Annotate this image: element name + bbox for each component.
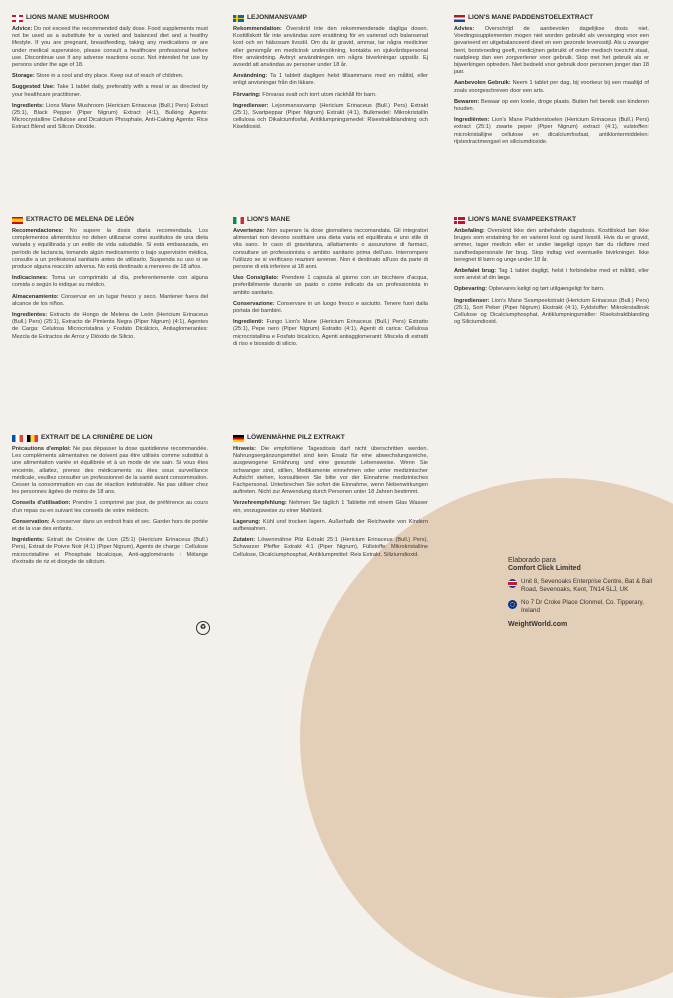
section-paragraph (233, 26, 428, 69)
section-heading (454, 216, 649, 224)
paragraph-label: Ingrediënten: (454, 117, 490, 124)
paragraph-label: Rekommendation: (233, 26, 282, 32)
paragraph-text: Overskrid ikke den anbefalede dagsdosis. Kosttilskud bør ikke bruges som erstatning for en varieret kost og sund livsstil. Hvis du er gravid, ammer, tager medicin eller er under lægeligt opsyn bør du rådføre med sundhedspersonale før brug. Stop indtag ved eventuelle bivirkninger. Ikke beregnet til børn og unge under 18 år. (454, 228, 649, 263)
section-french (12, 434, 208, 570)
paragraph-label: Verzehrempfehlung: (233, 500, 287, 507)
paragraph-text: Extracto de Hongo de Melena de León (Hericium Erinaceus (Bull.) Pers) (25:1), Extracto de Pimienta Negra (Piper Nigrum) (4:1), Agentes de Carga: Celulosa Microcristalina y Fosfato Dicálcico, Antiaglomerantes: Mezcla de Extractos de Arroz y Dióxido de Silicio. (12, 312, 208, 340)
section-paragraph (454, 99, 649, 113)
paragraph-text: Förvaras svalt och torrt utom räckhåll för barn. (262, 91, 377, 98)
section-paragraph (233, 92, 428, 99)
section-paragraph (12, 537, 208, 566)
paragraph-label: Ingredienser: (233, 102, 269, 109)
section-heading (233, 216, 428, 224)
section-paragraph (12, 500, 208, 514)
section-paragraph (12, 26, 208, 69)
paragraph-text: Toma un comprimido al día, preferentemente con alguna comida o según lo indique su médico. (12, 275, 209, 289)
paragraph-text: Prendere 1 capsula al giorno con un bicchiere d'acqua, preferibilmente durante un pasto o come indicato da un professionista in ambito sanitario. (233, 275, 428, 296)
section-title: LION'S MANE (247, 216, 290, 223)
paragraph-label: Anbefalet brug: (454, 268, 497, 275)
paragraph-text: Lions Mane Mushroom (Hericium Erinaceus (Bull.) Pers) Extract (25:1), Black Pepper (Piper Nigrum) Extract (4:1), Bulking Agents: Microcrystalline Cellulose and Dicalcium Phosphate, Anti-Caking Agents: Rice Extract Blend and Silicon Dioxide. (12, 102, 208, 131)
paragraph-text: Fungo Lion's Mane (Hericium Erinaceus (Bull.) Pers) Estratto (25:1), Pepe nero (Piper Nigrum) Estratto (4:1), Agenti di carica: Cellulosa microcristallina e Fosfato bicalcico, Agenti antiagglomeranti: Miscela di estratti di riso e biossido di silicio. (233, 319, 428, 347)
section-paragraph (12, 84, 208, 98)
paragraph-text: Extrait de Crinière de Lion (25:1) (Hericium Erinaceus (Bull.) Pers), Extrait de Poivre Noir (4:1) (Piper Nigrum), Agents de charge : Cellulose microcristalline et Phosphate bicalcique, Anti-agglomérants : Mélange d'extraits de riz et dioxyde de silicium. (12, 537, 208, 565)
section-title: LION'S MANE PADDENSTOELEXTRACT (468, 14, 594, 21)
paragraph-label: Ingredienser: (454, 297, 490, 304)
paragraph-label: Ingredienti: (233, 319, 264, 326)
section-paragraph (454, 117, 649, 146)
section-paragraph (454, 80, 649, 94)
section-heading (454, 14, 649, 22)
section-heading (12, 14, 208, 22)
section-paragraph (12, 294, 208, 308)
paragraph-label: Ingrédients: (12, 537, 45, 544)
section-english (12, 14, 208, 136)
paragraph-label: Förvaring: (233, 91, 261, 98)
germany-flag-icon (233, 435, 244, 442)
paragraph-text: Kühl und trocken lagern. Außerhalb der Reichweite von Kindern aufbewahren. (233, 518, 428, 533)
sweden-flag-icon (233, 15, 244, 22)
section-paragraph (233, 73, 428, 87)
paragraph-label: Zutaten: (233, 537, 256, 544)
section-title: LÖWENMÄHNE PILZ EXTRAKT (247, 434, 345, 441)
paragraph-label: Almacenamiento: (12, 293, 59, 300)
paragraph-label: Bewaren: (454, 98, 480, 105)
section-paragraph (233, 446, 428, 496)
section-paragraph (233, 228, 428, 271)
paragraph-text: Tag 1 tablet dagligt, helst i forbindelse med et måltid, eller som anvist af din læge. (454, 268, 649, 282)
section-paragraph (12, 103, 208, 132)
address-eu-text: No 7 Dr Croke Place Clonmel, Co. Tipperary, Ireland (521, 599, 644, 614)
belgium-flag-icon (27, 435, 38, 442)
paragraph-text: Take 1 tablet daily, preferably with a meal or as directed by your healthcare practitioner. (12, 84, 208, 98)
section-german (233, 434, 428, 563)
section-spanish (12, 216, 208, 345)
section-heading (12, 216, 208, 224)
paragraph-text: Neem 1 tablet per dag, bij voorkeur bij een maaltijd of zoals voorgeschreven door een arts. (454, 80, 649, 94)
paragraph-text: Lion's Mane Paddenstoelen (Hericium Erinaceus (Bull.) Pers) extract (25:1) zwarte peper (Piper Nigrum) extract (4:1), vulstoffen: microkristallijne cellulose en dicalciumfosfaat, antiklontermiddelen: rijstextractmengsel en siliciumdioxide. (454, 117, 649, 145)
netherlands-flag-icon (454, 15, 465, 22)
paragraph-text: No supere la dosis diaria recomendada. Los complementos alimenticios no deben utilizarse como sustitutos de una dieta variada y equilibrada y un estilo de vida saludable. Si está embarazada, en período de lactancia, tomando algún medicamento o bajo supervisión médica, consulte a un profesional sanitario antes de utilizarlo. Suspenda su uso si se produce alguna reacción adversa. No está destinado a menores de 18 años. (12, 228, 208, 271)
section-paragraph (233, 500, 428, 514)
address-eu (508, 599, 658, 614)
section-title: EXTRAIT DE LA CRINIÈRE DE LION (41, 434, 153, 441)
section-paragraph (233, 519, 428, 533)
paragraph-label: Ingredients: (12, 102, 45, 109)
paragraph-text: À conserver dans un endroit frais et sec. Garder hors de portée et de la vue des enfants. (12, 518, 208, 533)
manufacturer-label: Elaborado para (508, 557, 556, 564)
section-paragraph (454, 286, 649, 293)
paragraph-label: Användning: (233, 73, 268, 80)
france-flag-icon (12, 435, 23, 442)
section-paragraph (12, 228, 208, 271)
section-heading (233, 434, 428, 442)
section-paragraph (12, 275, 208, 289)
paragraph-text: Overschrijd de aanbevolen dagelijkse dosis niet. Voedingssupplementen mogen niet worden gebruikt als vervanging voor een gevarieerd en uitgebalanceerd dieet en een gezonde levensstijl. Als u zwanger bent, borstvoeding geeft, medicijnen gebruikt of onder medisch toezicht staat, raadpleeg dan een zorgverlener voor gebruik. Stop met het gebruik als er bijwerkingen optreden. Niet bedoeld voor gebruik door personen jonger dan 18 jaar. (454, 26, 650, 76)
paragraph-text: Conservare in un luogo fresco e asciutto. Tenere fuori dalla portata dei bambini. (233, 300, 428, 315)
section-paragraph (233, 537, 428, 559)
section-paragraph (233, 319, 428, 348)
paragraph-text: Non superare la dose giornaliera raccomandata. Gli integratori alimentari non devono sostituire una dieta varia ed equilibrata e uno stile di vita sano. In caso di gravidanza, allattamento o assunzione di farmaci, consultare un professionista o ambito sanitario prima dell'uso. Interrompere l'utilizzo se si verificano reazioni avverse. Non è destinato all'uso da parte di persone di età inferiore ai 18 anni. (233, 228, 428, 271)
section-dutch (454, 14, 649, 150)
website-link[interactable]: WeightWorld.com (508, 620, 568, 628)
paragraph-label: Avvertenze: (233, 228, 265, 234)
address-uk (508, 578, 658, 593)
paragraph-label: Anbefaling: (454, 228, 485, 234)
paragraph-text: Die empfohlene Tagesdosis darf nicht überschritten werden. Nahrungsergänzungsmittel sind kein Ersatz für eine abwechslungsreiche, ausgewogene Ernährung und eine gesunde Lebensweise. Wenn Sie schwanger sind, stillen, Medikamente einnehmen oder unter medizinischer Aufsicht stehen, konsultieren Sie bitte vor der Einnahme medizinisches Fachpersonal. Unterbrechen Sie sofort die Einnahme, wenn Nebenwirkungen auftreten. Nicht zur Anwendung durch Personen unter 18 Jahren bestimmt. (233, 446, 428, 496)
section-paragraph (233, 301, 428, 315)
paragraph-label: Lagerung: (233, 518, 261, 525)
paragraph-label: Conservation: (12, 518, 50, 525)
section-title: LION'S MANE SVAMPEEKSTRAKT (468, 216, 577, 223)
eu-flag-icon (508, 600, 517, 609)
section-paragraph (12, 446, 208, 496)
section-title: LEJONMANSVAMP (247, 14, 307, 21)
uk-flag-icon (12, 15, 23, 22)
denmark-flag-icon (454, 217, 465, 224)
section-title: LIONS MANE MUSHROOM (26, 14, 110, 21)
paragraph-text: Do not exceed the recommended daily dose. Food supplements must not be used as a substitute for a varied and balanced diet and a healthy lifestyle. If you are pregnant, breastfeeding, taking any medications or are under medical supervision, please consult a healthcare professional before use. Discontinue use if any adverse reactions occur. Not intended for use by persons under the age of 18. (12, 26, 208, 69)
address-uk-text: Unit 8, Sevenoaks Enterprise Centre, Bat & Ball Road, Sevenoaks, Kent, TN14 5LJ, UK (521, 578, 653, 593)
manufacturer-company: Comfort Click Limited (508, 564, 581, 572)
section-paragraph (454, 228, 649, 264)
section-danish (454, 216, 649, 330)
paragraph-text: Lion's Mane Svampeekstrakt (Hericium Erinaceus (Bull.) Pers) (25:1), Sort Peber (Piper Nigrum) Ekstrakt (4:1), Fyldstoffer: Mikrokrstallinsk Cellulose og Dicalciumphosphat, Antiklumpningsmidler: Risekstraktblanding og Siliciumdioxid. (454, 297, 650, 326)
paragraph-label: Aanbevolen Gebruik: (454, 80, 511, 87)
paragraph-label: Hinweis: (233, 446, 257, 452)
paragraph-label: Conservazione: (233, 300, 275, 307)
manufacturer-block (508, 557, 658, 628)
uk-flag-icon (508, 579, 517, 588)
paragraph-text: Bewaar op een koele, droge plaats. Buiten het bereik van kinderen houden. (454, 98, 649, 113)
section-italian (233, 216, 428, 352)
paragraph-label: Conseils d'utilisation: (12, 500, 71, 507)
section-paragraph (233, 275, 428, 297)
paragraph-label: Uso Consigliato: (233, 275, 279, 282)
section-paragraph (454, 298, 649, 327)
paragraph-label: Précautions d'emploi: (12, 446, 71, 452)
paragraph-label: Opbevaring: (454, 286, 487, 293)
section-paragraph (12, 519, 208, 533)
paragraph-label: Advice: (12, 26, 33, 32)
italy-flag-icon (233, 217, 244, 224)
paragraph-label: Suggested Use: (12, 84, 55, 91)
section-paragraph (233, 103, 428, 132)
section-heading (12, 434, 208, 442)
paragraph-text: Överskrid inte den rekommenderade dagliga dosen. Kosttillskott får inte användas som ersättning för en varierad och balanserad kost och en hälsosam livsstil. Om du är gravid, ammar, tar några mediciner eller genomgår en medicinsk undersökning, kontakta en sjukvårdspersonal före användning. Avbryt användningen om några biverkningar uppstår. Ej avsedd att användas av personer under 18 år. (233, 26, 429, 69)
paragraph-label: Indicaciones: (12, 275, 48, 282)
paragraph-text: Store in a cool and dry place. Keep out of reach of children. (36, 73, 184, 80)
paragraph-text: Conservar en un lugar fresco y seco. Mantener fuera del alcance de los niños. (12, 293, 208, 307)
section-paragraph (12, 312, 208, 341)
spain-flag-icon (12, 217, 23, 224)
paragraph-label: Storage: (12, 73, 35, 80)
section-paragraph (12, 73, 208, 80)
section-swedish (233, 14, 428, 136)
paragraph-text: Ta 1 tablett dagligen helst tillsammans med en måltid, eller enligt anvisningar från din läkare. (233, 73, 429, 87)
section-paragraph (454, 26, 649, 76)
section-heading (233, 14, 428, 22)
paragraph-text: Ne pas dépasser la dose quotidienne recommandée. Les compléments alimentaires ne doivent pas être utilisés comme substitut à une alimentation variée et équilibrée et à un mode de vie sain. Si vous êtes enceinte, allaitez, prenez des médicaments ou êtes sous surveillance médicale, veuillez consulter un professionnel de la santé avant consommation. Cesser la consommation en cas de réaction indésirable. Ne pas utiliser chez les personnes âgées de moins de 18 ans. (12, 446, 208, 496)
paragraph-text: Löwenmähne Pilz Extrakt 25:1 (Hericium Erinaceus (Bull.) Pers), Schwarzer Pfeffer Extrakt 4:1 (Piper Nigrum), Füllstoffe: Mikrokristalline Cellulose, Dicalciumphosphat, Antiklumpmittel: Reis Extrakt, Siliziumdioxid. (233, 537, 428, 558)
recycle-icon: ♻ (196, 621, 210, 635)
section-title: EXTRACTO DE MELENA DE LEÓN (26, 216, 134, 223)
paragraph-text: Nehmen Sie täglich 1 Tablette mit einem Glas Wasser ein, vorzugsweise zu einer Mahlzeit. (233, 500, 429, 514)
section-paragraph (454, 268, 649, 282)
paragraph-label: Recomendaciones: (12, 228, 64, 234)
paragraph-text: Lejonmanssvamp (Hericium Erinaceus (Bull.) Pers) Extrakt (25:1), Svartpeppar (Piper Nigrum) Extrakt (4:1), Bulkmedel: Mikrokristallin cellulosa och Dikalciumfosfat, Antiklumpningsmedel: Risextraktblandning och Kiseldioxid. (233, 102, 428, 131)
paragraph-text: Opbevares køligt og tørt utilgængeligt for børn. (488, 286, 605, 293)
paragraph-label: Advies: (454, 26, 475, 32)
paragraph-text: Prendre 1 comprimé par jour, de préférence au cours d'un repas ou en suivant les conseils de votre médecin. (12, 500, 208, 514)
paragraph-label: Ingredientes: (12, 312, 48, 319)
